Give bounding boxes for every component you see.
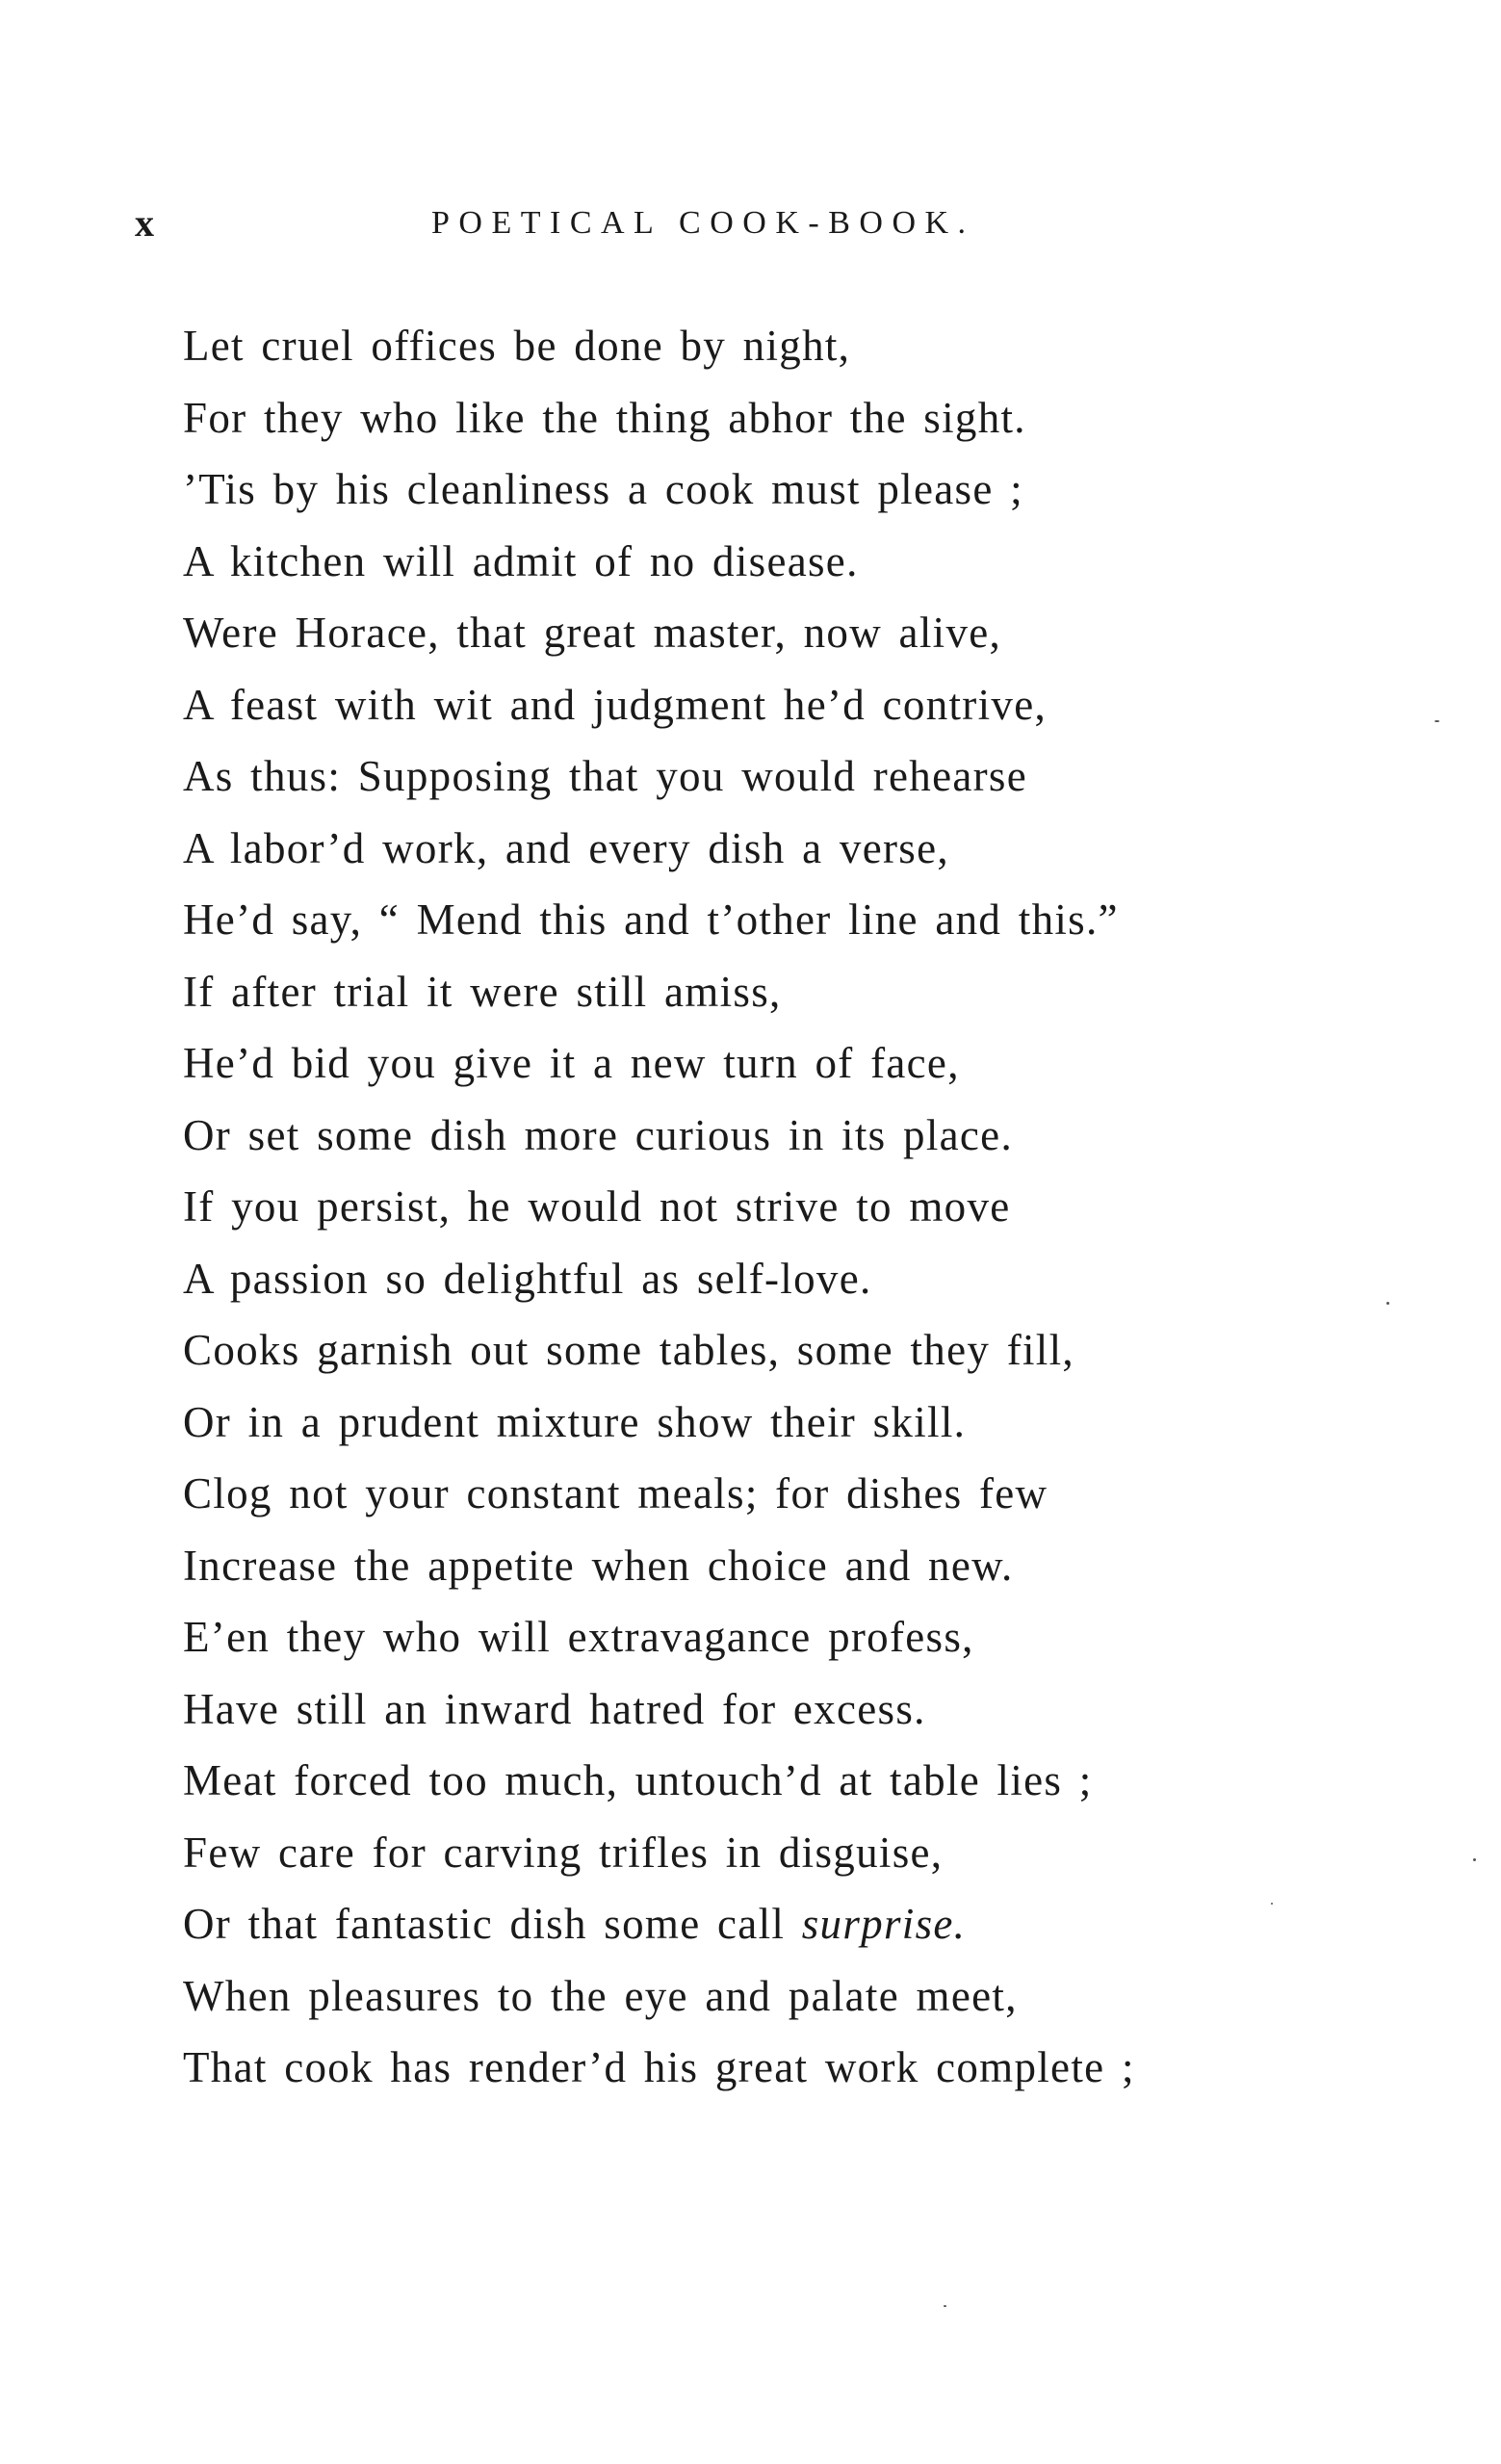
page-header xyxy=(0,195,1501,252)
poem-line: Meat forced too much, untouch’d at table lies ; xyxy=(183,1756,1093,1804)
poem-line: Let cruel offices be done by night, xyxy=(183,322,851,370)
poem-body xyxy=(183,310,1435,2104)
poem-line: A feast with wit and judgment he’d contrive, xyxy=(183,680,1048,729)
poem-line: When pleasures to the eye and palate meet, xyxy=(183,1971,1018,2020)
poem-line xyxy=(183,1888,1435,1960)
poem-line: A kitchen will admit of no disease. xyxy=(183,536,859,585)
poem-line: Or set some dish more curious in its place. xyxy=(183,1110,1013,1159)
poem-line: As thus: Supposing that you would rehearse xyxy=(183,752,1028,800)
poem-line-text: Or that fantastic dish some call xyxy=(183,1900,802,1948)
poem-line: A passion so delightful as self-love. xyxy=(183,1254,872,1303)
poem-line: ’Tis by his cleanliness a cook must please ; xyxy=(183,465,1023,513)
speck xyxy=(1435,720,1439,722)
poem-line: He’d say, “ Mend this and t’other line and this.” xyxy=(183,895,1119,944)
poem-line: Were Horace, that great master, now alive, xyxy=(183,609,1002,657)
poem-line: He’d bid you give it a new turn of face, xyxy=(183,1039,960,1087)
poem-line: A labor’d work, and every dish a verse, xyxy=(183,823,949,872)
poem-line: Few care for carving trifles in disguise, xyxy=(183,1828,944,1877)
speck xyxy=(1386,1302,1389,1305)
italic-word: surprise. xyxy=(801,1900,967,1948)
poem-line: E’en they who will extravagance profess, xyxy=(183,1613,974,1661)
page-number: x xyxy=(135,201,156,245)
running-head: POETICAL COOK-BOOK. xyxy=(431,205,975,241)
poem-line: If you persist, he would not strive to move xyxy=(183,1182,1011,1231)
poem-line: Have still an inward hatred for excess. xyxy=(183,1684,926,1733)
poem-line: Cooks garnish out some tables, some they fill, xyxy=(183,1326,1074,1374)
speck xyxy=(1473,1858,1476,1861)
poem-line: Clog not your constant meals; for dishes few xyxy=(183,1469,1048,1517)
poem-line: If after trial it were still amiss, xyxy=(183,967,782,1016)
speck xyxy=(1271,1903,1273,1905)
poem-line: For they who like the thing abhor the sight. xyxy=(183,393,1026,442)
poem-line: That cook has render’d his great work complete ; xyxy=(183,2043,1135,2091)
poem-line: Or in a prudent mixture show their skill. xyxy=(183,1397,967,1446)
poem-line: Increase the appetite when choice and new. xyxy=(183,1541,1014,1590)
speck xyxy=(944,2305,946,2307)
